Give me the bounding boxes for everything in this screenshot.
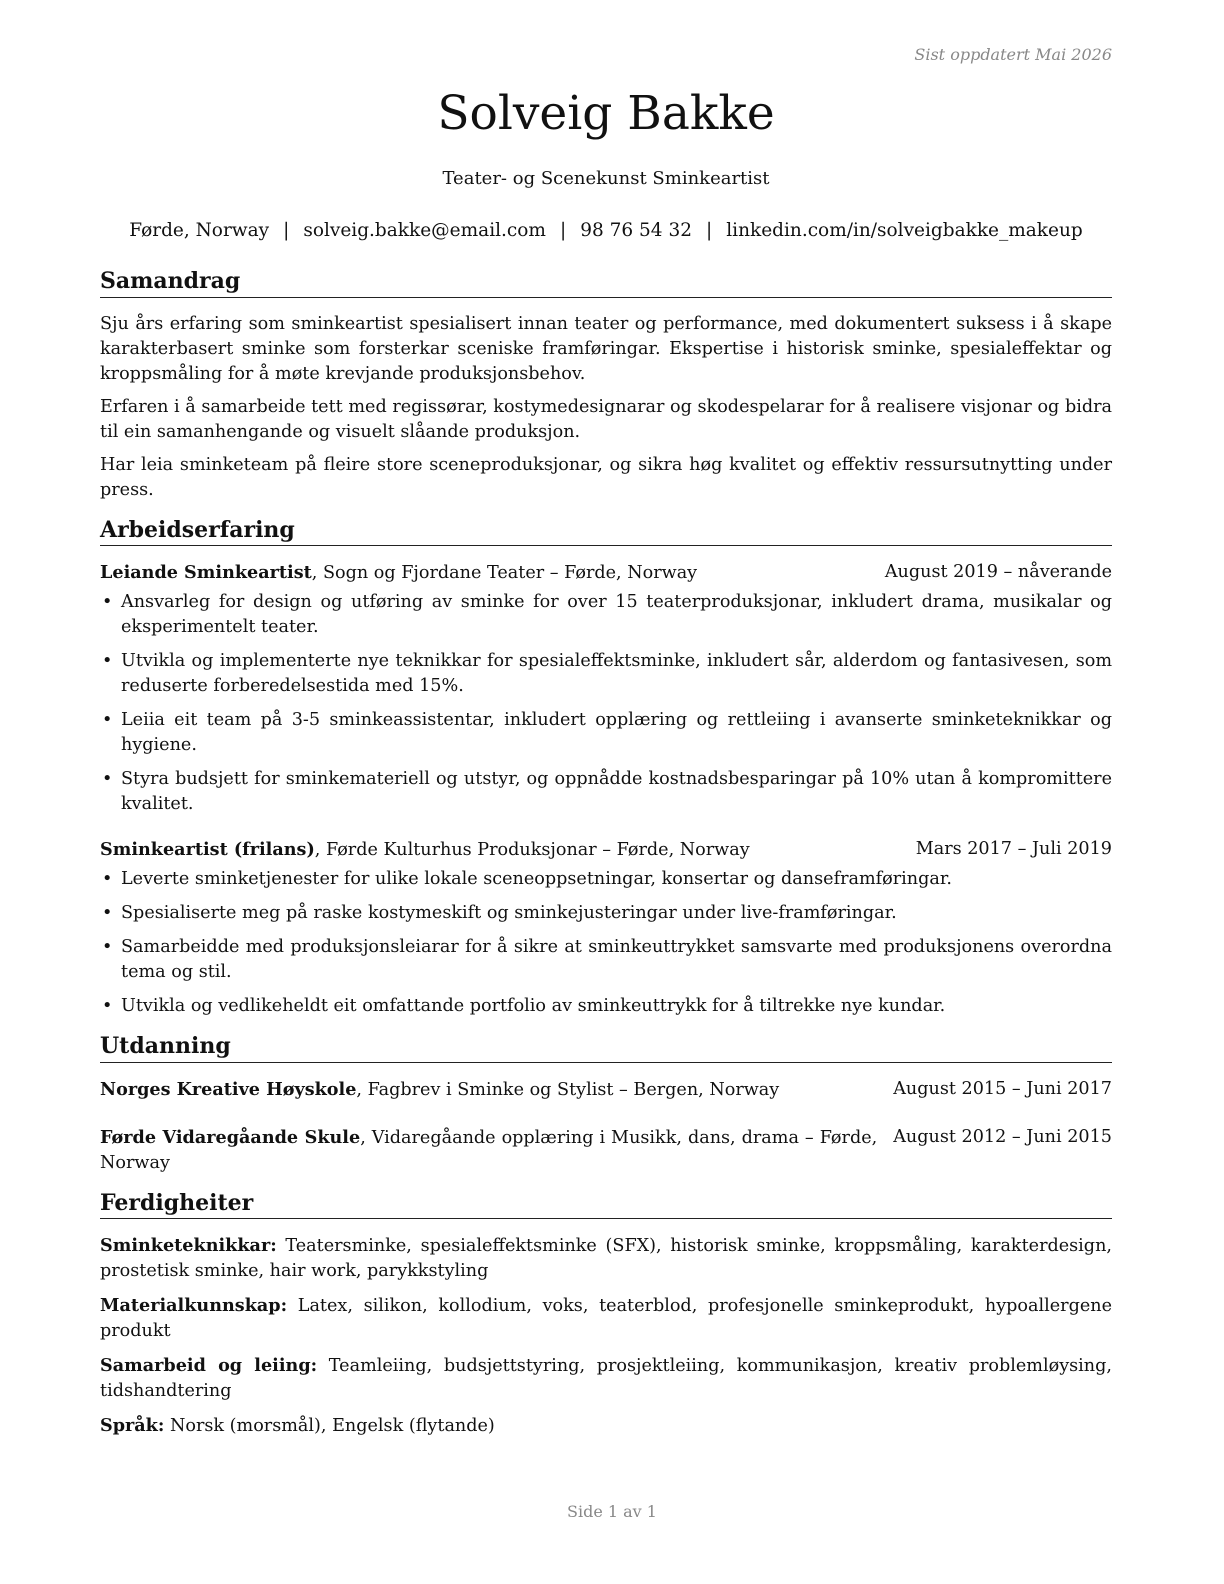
candidate-title: Teater- og Scenekunst Sminkeartist: [442, 168, 770, 189]
job-bullets: [100, 867, 1112, 1019]
list-item: • Styra budsjett for sminkemateriell og utstyr, og oppnådde kostnadsbesparingar på 10% utan å kompromittere kvalitet.: [100, 767, 1112, 817]
job-header: [100, 560, 1112, 586]
list-item: • Spesialiserte meg på raske kostymeskift og sminkejusteringar under live-framføringar.: [100, 901, 1112, 926]
contact-location: Førde, Norway: [129, 220, 270, 241]
job-bullets: [100, 590, 1112, 817]
summary-section: [100, 268, 1112, 503]
education-section: [100, 1033, 1112, 1176]
job-org: , Førde Kulturhus Produksjonar – Førde, Norway: [314, 840, 750, 860]
candidate-name: Solveig Bakke: [437, 86, 775, 141]
resume-content: [100, 268, 1112, 1448]
list-item: • Ansvarleg for design og utføring av sminke for over 15 teaterproduksjonar, inkludert drama, musikalar og eksperimentelt teater.: [100, 590, 1112, 640]
job-dates: Mars 2017 – Juli 2019: [915, 839, 1112, 859]
education-detail: , Fagbrev i Sminke og Stylist – Bergen, Norway: [356, 1079, 780, 1100]
section-heading-experience: Arbeidserfaring: [100, 517, 1112, 547]
skill-line: [100, 1353, 1112, 1404]
contact-phone: 98 76 54 32: [580, 220, 692, 241]
list-item: • Utvikla og vedlikeheldt eit omfattande portfolio av sminkeuttrykk for å tiltrekke nye kundar.: [100, 994, 1112, 1019]
summary-paragraph: Har leia sminketeam på fleire store sceneproduksjonar, og sikra høg kvalitet og effektiv ressursutnytting under press.: [100, 454, 1112, 500]
job-org: , Sogn og Fjordane Teater – Førde, Norway: [311, 563, 698, 583]
list-item: • Leiia eit team på 3-5 sminkeassistentar, inkludert opplæring og rettleiing i avanserte sminketeknikkar og hygiene.: [100, 708, 1112, 758]
skills-section: [100, 1190, 1112, 1440]
last-updated: Sist oppdatert Mai 2026: [914, 45, 1112, 64]
education-dates: August 2015 – Juni 2017: [893, 1078, 1112, 1099]
job-entry: [100, 560, 1112, 817]
job-header: [100, 837, 1112, 863]
list-item: • Leverte sminketjenester for ulike lokale sceneoppsetningar, konsertar og danseframføringar.: [100, 867, 1112, 892]
skill-text: Teatersminke, spesialeffektsminke (SFX), historisk sminke, kroppsmåling, karakterdesign, prostetisk sminke, hair work, parykkstyling: [100, 1236, 1112, 1281]
contact-separator: |: [283, 220, 290, 241]
skill-label: Språk:: [100, 1415, 165, 1436]
contact-separator: |: [559, 220, 567, 241]
education-dates: August 2012 – Juni 2015: [893, 1126, 1112, 1147]
contact-separator: |: [706, 220, 713, 241]
page-number: Side 1 av 1: [567, 1502, 657, 1521]
skill-label: Materialkunnskap:: [100, 1295, 288, 1316]
skill-text: Norsk (morsmål), Engelsk (flytande): [164, 1416, 495, 1436]
education-school: Førde Vidaregåande Skule: [100, 1126, 361, 1148]
list-item: • Samarbeidde med produksjonsleiarar for å sikre at sminkeuttrykket samsvarte med produksjonens overordna tema og stil.: [100, 935, 1112, 985]
job-role: Leiande Sminkeartist: [100, 562, 312, 583]
contact-line: [100, 220, 1112, 241]
skill-line: [100, 1233, 1112, 1284]
section-heading-education: Utdanning: [100, 1033, 1112, 1063]
skill-text: Latex, silikon, kollodium, voks, teaterblod, profesjonelle sminkeprodukt, hypoallergene produkt: [100, 1296, 1112, 1341]
experience-section: [100, 517, 1112, 1020]
skill-label: Samarbeid og leiing:: [100, 1355, 318, 1376]
skill-line: [100, 1293, 1112, 1344]
education-entry: [100, 1077, 1112, 1103]
skill-text: Teamleiing, budsjettstyring, prosjektleiing, kommunikasjon, kreativ problemløysing, tidshandtering: [100, 1356, 1112, 1401]
skill-label: Sminketeknikkar:: [100, 1235, 277, 1256]
summary-paragraph: Sju års erfaring som sminkeartist spesialisert innan teater og performance, med dokumentert suksess i å skape karakterbasert sminke som forsterkar sceniske framføringar. Ekspertise i historisk sminke, spesialeffektar og kroppsmåling for å møte krevjande produksjonsbehov.: [100, 313, 1112, 384]
contact-email[interactable]: solveig.bakke@email.com: [303, 220, 546, 241]
job-role: Sminkeartist (frilans): [100, 839, 315, 860]
education-school: Norges Kreative Høyskole: [100, 1078, 357, 1100]
job-dates: August 2019 – nåverande: [884, 562, 1112, 582]
section-heading-summary: Samandrag: [100, 268, 1112, 298]
summary-paragraph: Erfaren i å samarbeide tett med regissørar, kostymedesignarar og skodespelarar for å realisere visjonar og bidra til ein samanhengande og visuelt slåande produksjon.: [100, 396, 1112, 442]
contact-linkedin[interactable]: linkedin.com/in/solveigbakke_makeup: [726, 220, 1083, 241]
list-item: • Utvikla og implementerte nye teknikkar for spesialeffektsminke, inkludert sår, alderdom og fantasivesen, som reduserte forberedelsestida med 15%.: [100, 649, 1112, 699]
education-detail: , Vidaregåande opplæring i Musikk, dans, drama – Førde, Norway: [100, 1127, 878, 1173]
education-entry: [100, 1125, 1112, 1176]
section-heading-skills: Ferdigheiter: [100, 1190, 1112, 1220]
job-entry: [100, 837, 1112, 1019]
skill-line: [100, 1413, 1112, 1439]
